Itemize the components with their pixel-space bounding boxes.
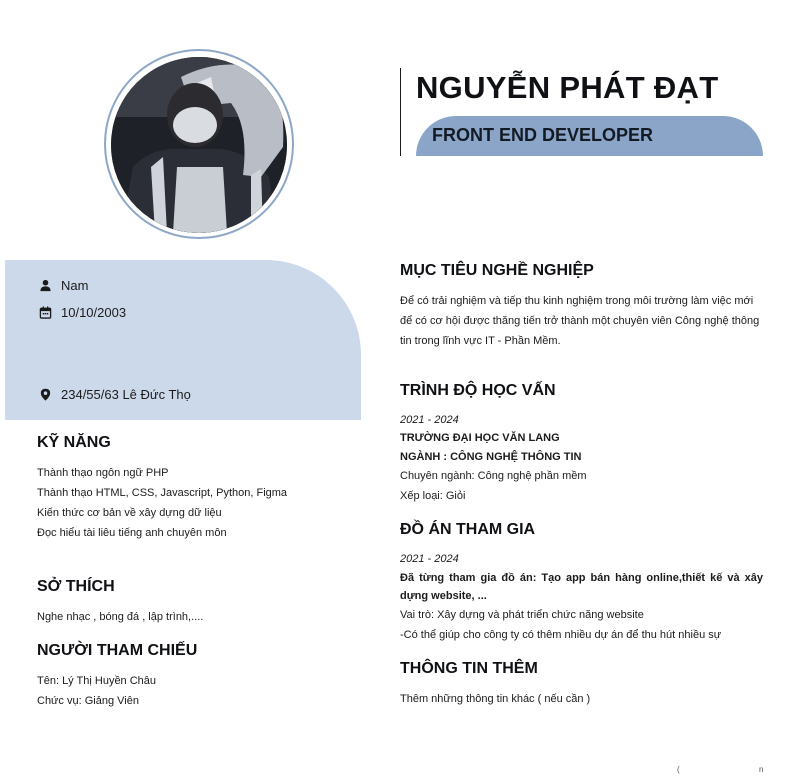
person-icon <box>39 279 52 292</box>
birthdate-value: 10/10/2003 <box>61 305 127 320</box>
reference-position: Chức vụ: Giảng Viên <box>37 695 139 707</box>
address-row <box>39 387 191 402</box>
footer-mark-left: ( <box>677 765 680 774</box>
skills-title: KỸ NĂNG <box>37 434 111 451</box>
gender-row <box>39 278 88 293</box>
hobbies-text: Nghe nhạc , bóng đá , lập trình,.... <box>37 611 204 623</box>
projects-period: 2021 - 2024 <box>400 553 459 565</box>
education-period: 2021 - 2024 <box>400 414 459 426</box>
role-banner <box>416 116 763 156</box>
projects-role: Vai trò: Xây dựng và phát triển chức năng website <box>400 609 644 621</box>
skill-item: Thành thạo ngôn ngữ PHP <box>37 467 169 479</box>
calendar-icon <box>39 306 52 319</box>
address-value: 234/55/63 Lê Đức Thọ <box>61 387 191 402</box>
avatar <box>111 57 287 233</box>
footer-mark-right: n <box>759 765 764 774</box>
references-title: NGƯỜI THAM CHIẾU <box>37 642 198 659</box>
education-school: TRƯỜNG ĐẠI HỌC VĂN LANG <box>400 432 560 444</box>
education-title: TRÌNH ĐỘ HỌC VẤN <box>400 382 556 399</box>
job-title: FRONT END DEVELOPER <box>432 125 654 145</box>
projects-title: ĐỒ ÁN THAM GIA <box>400 521 536 538</box>
header-divider <box>400 68 401 156</box>
education-grade: Xếp loại: Giỏi <box>400 490 466 502</box>
projects-note: -Có thể giúp cho công ty có thêm nhiều dự án để thu hút nhiều sự <box>400 629 722 641</box>
candidate-name: NGUYỄN PHÁT ĐẠT <box>416 70 719 105</box>
education-major: NGÀNH : CÔNG NGHỆ THÔNG TIN <box>400 451 582 463</box>
objective-text: Để có trải nghiệm và tiếp thu kinh nghiệm trong môi trường làm việc mới để có cơ hội được thăng tiến trở thành một chuyên viên Công nghệ thông tin trong lĩnh vực IT - Phần Mềm. <box>400 295 760 347</box>
skill-item: Đọc hiểu tài liêu tiếng anh chuyên môn <box>37 527 227 539</box>
footer-marks <box>677 765 767 775</box>
map-pin-icon <box>39 388 52 401</box>
projects-description: Đã từng tham gia đồ án: Tạo app bán hàng online,thiết kế và xây dựng website, ... <box>400 572 763 602</box>
additional-info-text: Thêm những thông tin khác ( nếu cần ) <box>400 693 591 705</box>
education-specialization: Chuyên ngành: Công nghệ phần mềm <box>400 470 587 482</box>
birthdate-row <box>39 305 126 320</box>
objective-title: MỤC TIÊU NGHỀ NGHIỆP <box>400 262 594 279</box>
additional-info-title: THÔNG TIN THÊM <box>400 660 538 677</box>
personal-info-panel <box>5 260 361 420</box>
gender-value: Nam <box>61 278 89 293</box>
skill-item: Kiến thức cơ bản về xây dựng dữ liệu <box>37 507 222 519</box>
reference-name: Tên: Lý Thị Huyền Châu <box>37 675 157 687</box>
avatar-photo <box>111 57 287 233</box>
skill-item: Thành thạo HTML, CSS, Javascript, Python, Figma <box>37 487 288 499</box>
hobbies-title: SỞ THÍCH <box>37 578 115 595</box>
